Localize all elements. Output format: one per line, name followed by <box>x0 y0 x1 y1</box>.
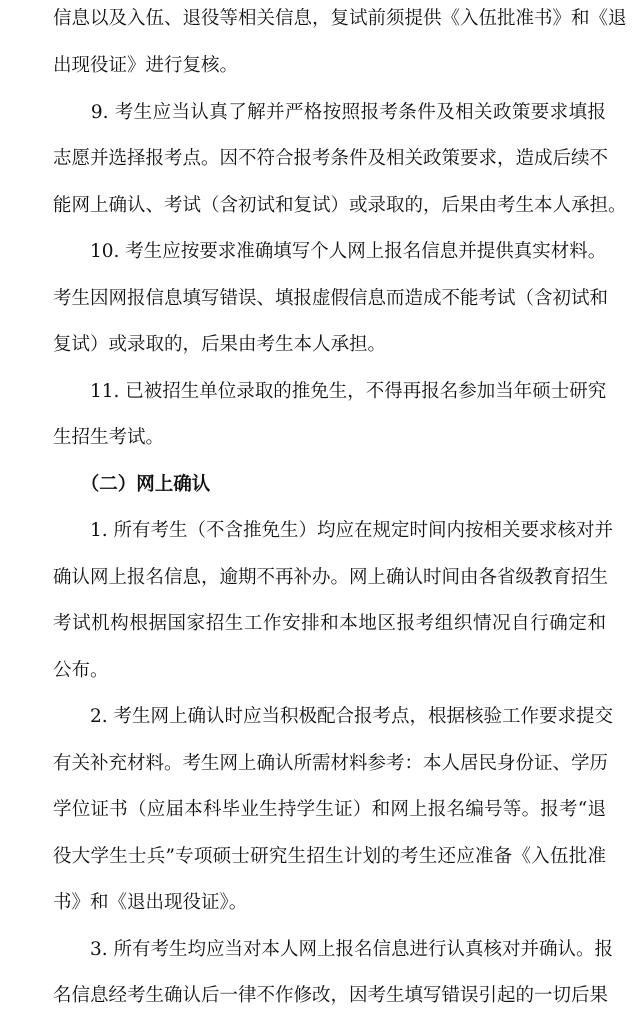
text-line: 出现役证》进行复核。 <box>53 55 239 76</box>
text-line: 书》和《退出现役证》。 <box>53 892 248 913</box>
text-line: 复试）或录取的，后果由考生本人承担。 <box>53 334 387 355</box>
text-line: 生招生考试。 <box>53 427 165 448</box>
text-line: 学位证书（应届本科毕业生持学生证）和网上报名编号等。报考“退 <box>53 799 606 820</box>
text-line: 确认网上报名信息，逾期不再补办。网上确认时间由各省级教育招生 <box>53 567 609 588</box>
text-line: 10. 考生应按要求准确填写个人网上报名信息并提供真实材料。 <box>53 241 607 262</box>
text-line: 志愿并选择报考点。因不符合报考条件及相关政策要求，造成后续不 <box>53 148 609 169</box>
text-line: 2. 考生网上确认时应当积极配合报考点，根据核验工作要求提交 <box>53 706 614 727</box>
text-line: 11. 已被招生单位录取的推免生，不得再报名参加当年硕士研究 <box>53 381 607 402</box>
text-line: 名信息经考生确认后一律不作修改，因考生填写错误引起的一切后果 <box>53 985 609 1006</box>
text-line: 有关补充材料。考生网上确认所需材料参考：本人居民身份证、学历 <box>53 753 609 774</box>
text-line: 能网上确认、考试（含初试和复试）或录取的，后果由考生本人承担。 <box>53 195 627 216</box>
text-line: 1. 所有考生（不含推免生）均应在规定时间内按相关要求核对并 <box>53 520 614 541</box>
section-heading: （二）网上确认 <box>53 474 211 495</box>
text-line: 考试机构根据国家招生工作安排和本地区报考组织情况自行确定和 <box>53 613 606 634</box>
text-line: 考生因网报信息填写错误、填报虚假信息而造成不能考试（含初试和 <box>53 288 609 309</box>
text-line: 役大学生士兵”专项硕士研究生招生计划的考生还应准备《入伍批准 <box>53 846 606 867</box>
text-line: 信息以及入伍、退役等相关信息，复试前须提供《入伍批准书》和《退 <box>53 8 627 29</box>
text-line: 9. 考生应当认真了解并严格按照报考条件及相关政策要求填报 <box>53 102 606 123</box>
text-line: 3. 所有考生均应当对本人网上报名信息进行认真核对并确认。报 <box>53 939 614 960</box>
text-line: 公布。 <box>53 660 109 681</box>
